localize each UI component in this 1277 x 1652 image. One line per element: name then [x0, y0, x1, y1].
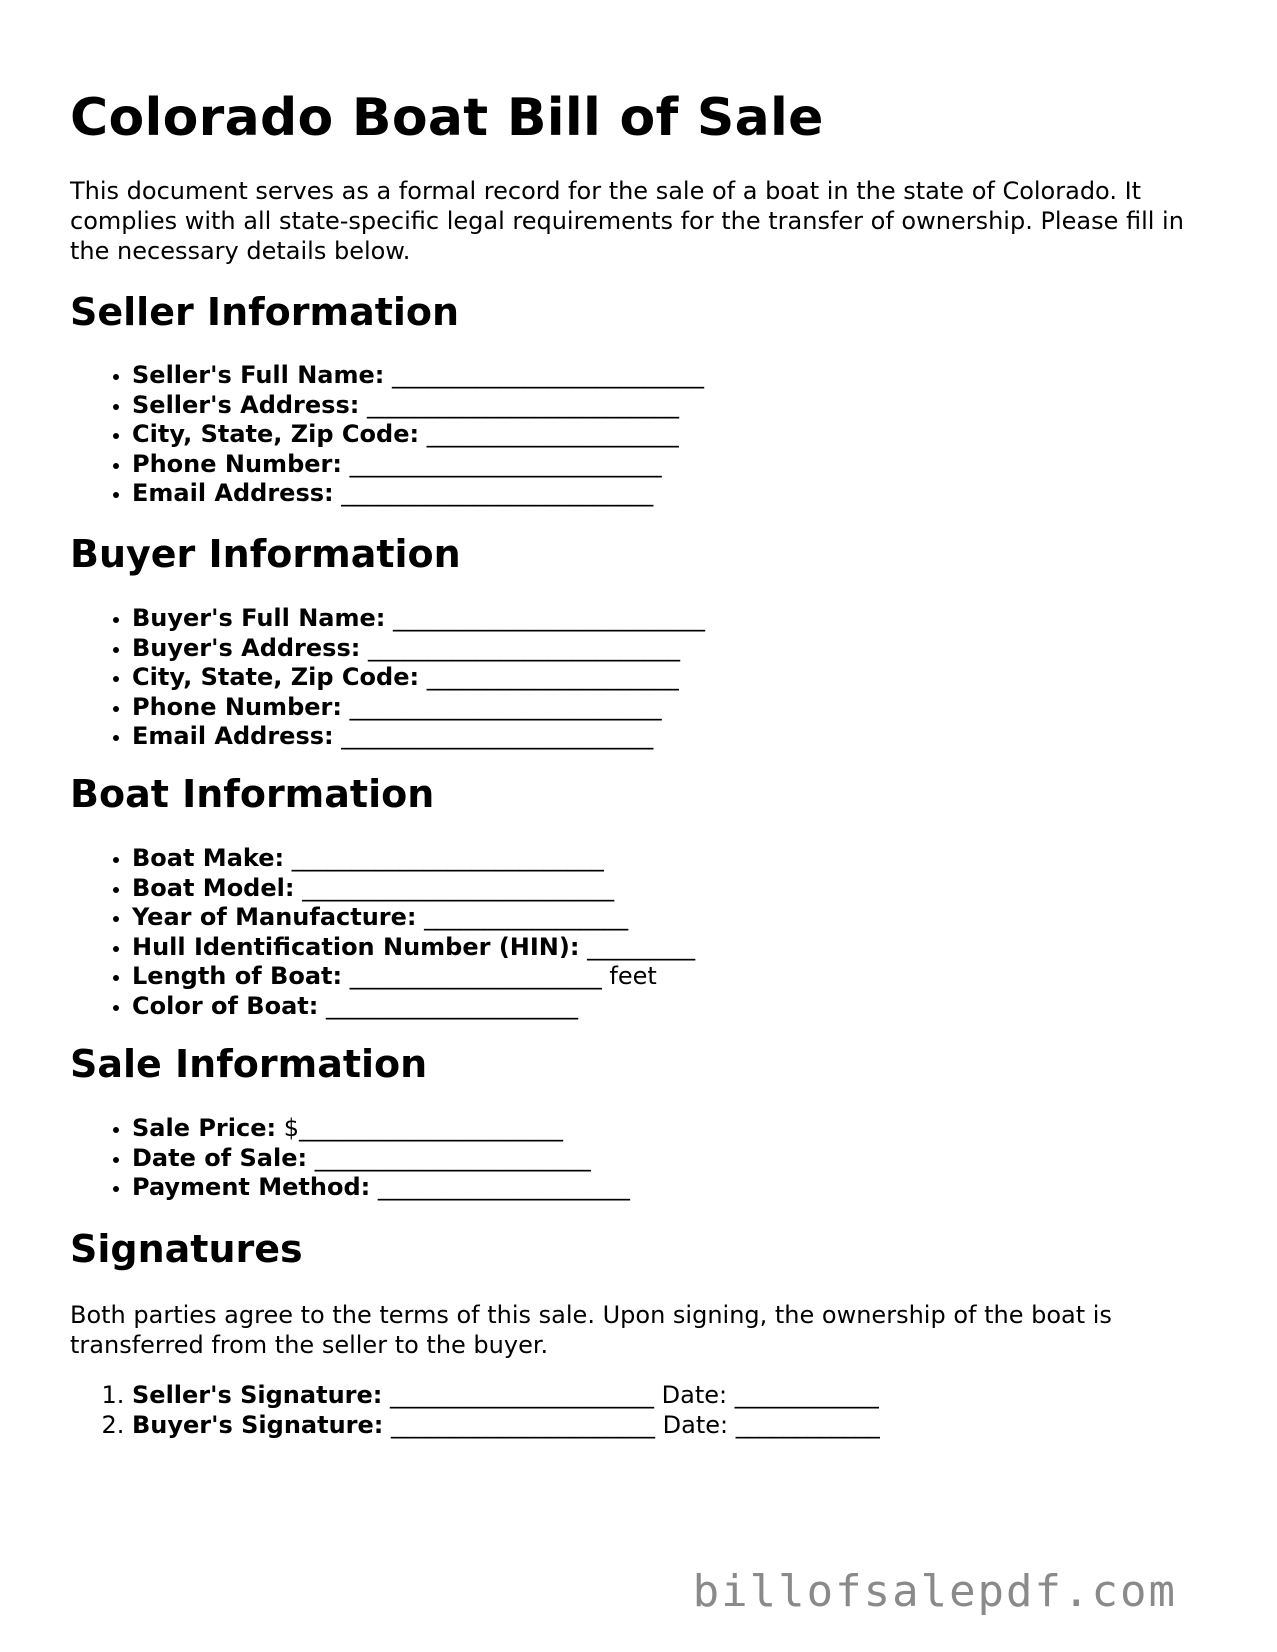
fill-blank[interactable]: _________	[587, 932, 696, 961]
seller-field	[132, 391, 704, 421]
fill-blank[interactable]: __________________________	[302, 873, 615, 902]
field-label: Seller's Address:	[132, 390, 360, 419]
seller-heading: Seller Information	[70, 290, 460, 334]
buyer-field	[132, 722, 705, 752]
boat-field	[132, 962, 695, 992]
field-label: Hull Identification Number (HIN):	[132, 932, 580, 961]
fill-blank[interactable]: __________________________	[393, 604, 706, 632]
intro-paragraph: This document serves as a formal record for the sale of a boat in the state of Colorado. It complies with all state-specific legal requirements for the transfer of ownership. Please fill in the necessary details below.	[70, 177, 1184, 265]
signature-blank[interactable]: ______________________ Date: ____________	[390, 1381, 879, 1409]
fill-blank[interactable]: _____________________	[426, 420, 679, 449]
field-label: Payment Method:	[132, 1173, 371, 1202]
signature-line	[132, 1381, 880, 1411]
boat-field	[132, 874, 695, 904]
buyer-fields-list	[70, 604, 705, 752]
field-label: City, State, Zip Code:	[132, 420, 420, 449]
field-label: Length of Boat:	[132, 962, 343, 991]
boat-fields-list	[70, 844, 695, 1022]
fill-blank[interactable]: _____________________	[426, 663, 679, 692]
field-label: Phone Number:	[132, 449, 342, 478]
signatures-paragraph: Both parties agree to the terms of this sale. Upon signing, the ownership of the boat is transferred from the seller to the buyer.	[70, 1301, 1112, 1359]
document-title: Colorado Boat Bill of Sale	[70, 88, 824, 148]
boat-heading: Boat Information	[70, 772, 435, 816]
field-label: Boat Model:	[132, 873, 295, 902]
sale-heading: Sale Information	[70, 1042, 428, 1086]
fill-blank[interactable]: _____________________ feet	[349, 962, 657, 991]
fill-blank[interactable]: $______________________	[283, 1114, 564, 1142]
fill-blank[interactable]: __________________________	[392, 361, 705, 389]
boat-field	[132, 933, 695, 963]
fill-blank[interactable]: _____________________	[325, 991, 578, 1020]
buyer-field	[132, 604, 705, 634]
field-label: Date of Sale:	[132, 1143, 308, 1172]
field-label: City, State, Zip Code:	[132, 663, 420, 692]
field-label: Email Address:	[132, 479, 334, 508]
fill-blank[interactable]: __________________________	[341, 722, 654, 751]
buyer-heading: Buyer Information	[70, 532, 461, 576]
fill-blank[interactable]: _________________	[424, 903, 629, 932]
fill-blank[interactable]: __________________________	[341, 479, 654, 508]
fill-blank[interactable]: __________________________	[291, 844, 604, 872]
field-label: Year of Manufacture:	[132, 903, 417, 932]
fill-blank[interactable]: __________________________	[349, 449, 662, 478]
signatures-list	[70, 1381, 880, 1440]
sale-field	[132, 1144, 630, 1174]
signature-blank[interactable]: ______________________ Date: ____________	[391, 1410, 880, 1439]
field-label: Sale Price:	[132, 1114, 277, 1142]
fill-blank[interactable]: __________________________	[367, 633, 680, 662]
signatures-heading: Signatures	[70, 1227, 303, 1271]
buyer-field	[132, 693, 705, 723]
field-label: Buyer's Signature:	[132, 1410, 384, 1439]
seller-field	[132, 420, 704, 450]
sale-fields-list	[70, 1114, 630, 1203]
buyer-field	[132, 663, 705, 693]
signature-line	[132, 1411, 880, 1441]
seller-field	[132, 450, 704, 480]
boat-field	[132, 992, 695, 1022]
field-label: Color of Boat:	[132, 991, 319, 1020]
field-label: Buyer's Address:	[132, 633, 361, 662]
field-label: Phone Number:	[132, 692, 342, 721]
seller-fields-list	[70, 361, 704, 509]
buyer-field	[132, 634, 705, 664]
field-label: Boat Make:	[132, 844, 285, 872]
boat-field	[132, 844, 695, 874]
fill-blank[interactable]: _____________________	[377, 1173, 630, 1202]
seller-field	[132, 479, 704, 509]
fill-blank[interactable]: _______________________	[314, 1143, 591, 1172]
field-label: Email Address:	[132, 722, 334, 751]
boat-field	[132, 903, 695, 933]
fill-blank[interactable]: __________________________	[349, 692, 662, 721]
sale-field	[132, 1173, 630, 1203]
field-label: Buyer's Full Name:	[132, 604, 386, 632]
watermark: billofsalepdf.com	[692, 1566, 1177, 1617]
field-label: Seller's Full Name:	[132, 361, 385, 389]
fill-blank[interactable]: __________________________	[366, 390, 679, 419]
field-label: Seller's Signature:	[132, 1381, 383, 1409]
sale-field	[132, 1114, 630, 1144]
seller-field	[132, 361, 704, 391]
